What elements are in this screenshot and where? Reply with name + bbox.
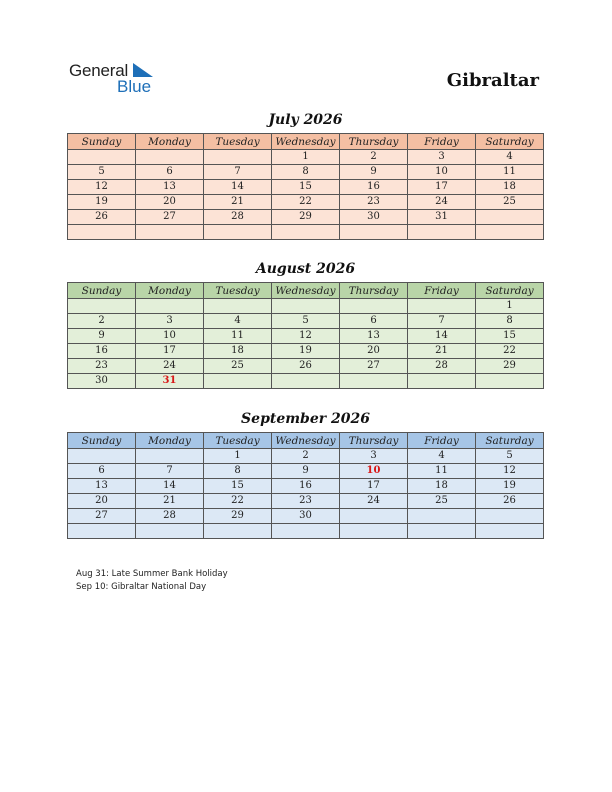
weekday-header: Friday xyxy=(408,283,476,299)
holiday-note: Aug 31: Late Summer Bank Holiday xyxy=(76,569,228,579)
day-cell xyxy=(476,225,544,240)
week-row xyxy=(68,374,544,389)
week-row xyxy=(68,359,544,374)
day-cell xyxy=(204,225,272,240)
week-row xyxy=(68,344,544,359)
day-cell: 20 xyxy=(136,195,204,210)
week-row xyxy=(68,314,544,329)
weekday-header: Tuesday xyxy=(204,283,272,299)
day-cell xyxy=(68,150,136,165)
week-row xyxy=(68,225,544,240)
day-cell: 14 xyxy=(408,329,476,344)
day-cell xyxy=(476,374,544,389)
holiday-note: Sep 10: Gibraltar National Day xyxy=(76,582,207,592)
day-cell: 19 xyxy=(68,195,136,210)
calendar-july xyxy=(67,133,544,240)
day-cell: 22 xyxy=(272,195,340,210)
day-cell: 26 xyxy=(272,359,340,374)
day-cell: 21 xyxy=(408,344,476,359)
day-cell: 3 xyxy=(340,449,408,464)
day-cell: 1 xyxy=(204,449,272,464)
logo-triangle-icon xyxy=(133,63,153,77)
month-title-august: August 2026 xyxy=(255,261,356,277)
weekday-header: Friday xyxy=(408,433,476,449)
day-cell: 20 xyxy=(340,344,408,359)
day-cell: 10 xyxy=(340,464,408,479)
day-cell xyxy=(68,449,136,464)
day-cell xyxy=(340,299,408,314)
day-cell: 11 xyxy=(476,165,544,180)
day-cell: 5 xyxy=(476,449,544,464)
logo-word-blue: Blue xyxy=(117,77,152,96)
day-cell: 2 xyxy=(68,314,136,329)
day-cell: 4 xyxy=(476,150,544,165)
day-cell: 7 xyxy=(204,165,272,180)
day-cell: 19 xyxy=(476,479,544,494)
calendar-august xyxy=(67,282,544,389)
weekday-header: Friday xyxy=(408,134,476,150)
day-cell xyxy=(340,524,408,539)
day-cell xyxy=(476,524,544,539)
day-cell: 25 xyxy=(204,359,272,374)
day-cell: 8 xyxy=(476,314,544,329)
day-cell: 30 xyxy=(272,509,340,524)
day-cell: 26 xyxy=(476,494,544,509)
week-row xyxy=(68,464,544,479)
day-cell: 8 xyxy=(204,464,272,479)
week-row xyxy=(68,165,544,180)
day-cell: 8 xyxy=(272,165,340,180)
day-cell: 25 xyxy=(476,195,544,210)
day-cell: 27 xyxy=(136,210,204,225)
weekday-header: Monday xyxy=(136,134,204,150)
week-row xyxy=(68,299,544,314)
day-cell: 5 xyxy=(68,165,136,180)
day-cell xyxy=(272,374,340,389)
day-cell: 22 xyxy=(476,344,544,359)
day-cell xyxy=(136,225,204,240)
day-cell: 10 xyxy=(408,165,476,180)
day-cell: 11 xyxy=(408,464,476,479)
day-cell: 29 xyxy=(476,359,544,374)
calendar-september xyxy=(67,432,544,539)
day-cell: 27 xyxy=(340,359,408,374)
day-cell: 13 xyxy=(136,180,204,195)
day-cell: 17 xyxy=(408,180,476,195)
month-title-july: July 2026 xyxy=(268,112,343,128)
day-cell xyxy=(408,524,476,539)
day-cell: 26 xyxy=(68,210,136,225)
day-cell: 18 xyxy=(476,180,544,195)
day-cell: 3 xyxy=(136,314,204,329)
day-cell: 2 xyxy=(272,449,340,464)
day-cell: 6 xyxy=(136,165,204,180)
day-cell: 23 xyxy=(340,195,408,210)
day-cell: 24 xyxy=(340,494,408,509)
day-cell xyxy=(136,150,204,165)
day-cell xyxy=(136,449,204,464)
day-cell: 18 xyxy=(408,479,476,494)
weekday-header: Thursday xyxy=(340,283,408,299)
day-cell: 20 xyxy=(68,494,136,509)
day-cell: 28 xyxy=(408,359,476,374)
day-cell: 6 xyxy=(68,464,136,479)
weekday-header: Sunday xyxy=(68,283,136,299)
day-cell: 30 xyxy=(68,374,136,389)
day-cell: 9 xyxy=(340,165,408,180)
day-cell: 4 xyxy=(204,314,272,329)
holiday-notes xyxy=(76,568,228,594)
day-cell: 24 xyxy=(136,359,204,374)
day-cell: 23 xyxy=(68,359,136,374)
day-cell: 16 xyxy=(272,479,340,494)
day-cell: 31 xyxy=(136,374,204,389)
day-cell: 15 xyxy=(272,180,340,195)
logo-word-general: General xyxy=(69,61,129,80)
day-cell: 14 xyxy=(204,180,272,195)
day-cell xyxy=(204,524,272,539)
day-cell: 14 xyxy=(136,479,204,494)
week-row xyxy=(68,494,544,509)
day-cell: 30 xyxy=(340,210,408,225)
day-cell: 13 xyxy=(68,479,136,494)
logo xyxy=(69,61,169,97)
day-cell xyxy=(272,524,340,539)
day-cell: 1 xyxy=(476,299,544,314)
day-cell: 25 xyxy=(408,494,476,509)
day-cell: 9 xyxy=(272,464,340,479)
day-cell: 6 xyxy=(340,314,408,329)
day-cell: 21 xyxy=(136,494,204,509)
day-cell: 17 xyxy=(340,479,408,494)
week-row xyxy=(68,210,544,225)
day-cell xyxy=(408,225,476,240)
day-cell: 23 xyxy=(272,494,340,509)
weekday-header: Monday xyxy=(136,433,204,449)
day-cell: 9 xyxy=(68,329,136,344)
day-cell: 28 xyxy=(136,509,204,524)
day-cell: 27 xyxy=(68,509,136,524)
day-cell xyxy=(272,225,340,240)
weekday-header: Thursday xyxy=(340,433,408,449)
weekday-header: Wednesday xyxy=(272,283,340,299)
day-cell xyxy=(340,374,408,389)
day-cell xyxy=(204,299,272,314)
day-cell: 31 xyxy=(408,210,476,225)
day-cell xyxy=(408,374,476,389)
week-row xyxy=(68,329,544,344)
weekday-header: Wednesday xyxy=(272,433,340,449)
day-cell xyxy=(340,225,408,240)
day-cell xyxy=(408,509,476,524)
week-row xyxy=(68,479,544,494)
weekday-header: Tuesday xyxy=(204,134,272,150)
day-cell xyxy=(476,509,544,524)
day-cell: 5 xyxy=(272,314,340,329)
month-title-september: September 2026 xyxy=(241,411,370,427)
weekday-header: Sunday xyxy=(68,134,136,150)
day-cell: 11 xyxy=(204,329,272,344)
day-cell: 15 xyxy=(476,329,544,344)
day-cell: 24 xyxy=(408,195,476,210)
day-cell xyxy=(68,225,136,240)
day-cell xyxy=(68,299,136,314)
week-row xyxy=(68,449,544,464)
day-cell: 10 xyxy=(136,329,204,344)
day-cell xyxy=(136,299,204,314)
weekday-header: Saturday xyxy=(476,283,544,299)
day-cell xyxy=(136,524,204,539)
weekday-header: Wednesday xyxy=(272,134,340,150)
day-cell: 12 xyxy=(68,180,136,195)
day-cell: 13 xyxy=(340,329,408,344)
day-cell: 29 xyxy=(272,210,340,225)
day-cell: 3 xyxy=(408,150,476,165)
week-row xyxy=(68,524,544,539)
day-cell: 12 xyxy=(476,464,544,479)
day-cell: 28 xyxy=(204,210,272,225)
day-cell: 4 xyxy=(408,449,476,464)
weekday-header: Saturday xyxy=(476,433,544,449)
day-cell: 18 xyxy=(204,344,272,359)
day-cell xyxy=(476,210,544,225)
day-cell: 12 xyxy=(272,329,340,344)
day-cell: 21 xyxy=(204,195,272,210)
day-cell: 16 xyxy=(68,344,136,359)
weekday-header: Sunday xyxy=(68,433,136,449)
weekday-header: Monday xyxy=(136,283,204,299)
day-cell: 2 xyxy=(340,150,408,165)
day-cell: 1 xyxy=(272,150,340,165)
day-cell: 16 xyxy=(340,180,408,195)
day-cell xyxy=(272,299,340,314)
week-row xyxy=(68,180,544,195)
day-cell: 7 xyxy=(136,464,204,479)
weekday-header: Tuesday xyxy=(204,433,272,449)
day-cell xyxy=(340,509,408,524)
country-title: Gibraltar xyxy=(446,70,539,91)
weekday-header: Saturday xyxy=(476,134,544,150)
day-cell xyxy=(68,524,136,539)
week-row xyxy=(68,150,544,165)
week-row xyxy=(68,509,544,524)
day-cell: 22 xyxy=(204,494,272,509)
day-cell xyxy=(408,299,476,314)
week-row xyxy=(68,195,544,210)
day-cell: 17 xyxy=(136,344,204,359)
weekday-header: Thursday xyxy=(340,134,408,150)
day-cell: 7 xyxy=(408,314,476,329)
day-cell xyxy=(204,374,272,389)
day-cell: 29 xyxy=(204,509,272,524)
day-cell xyxy=(204,150,272,165)
day-cell: 19 xyxy=(272,344,340,359)
day-cell: 15 xyxy=(204,479,272,494)
